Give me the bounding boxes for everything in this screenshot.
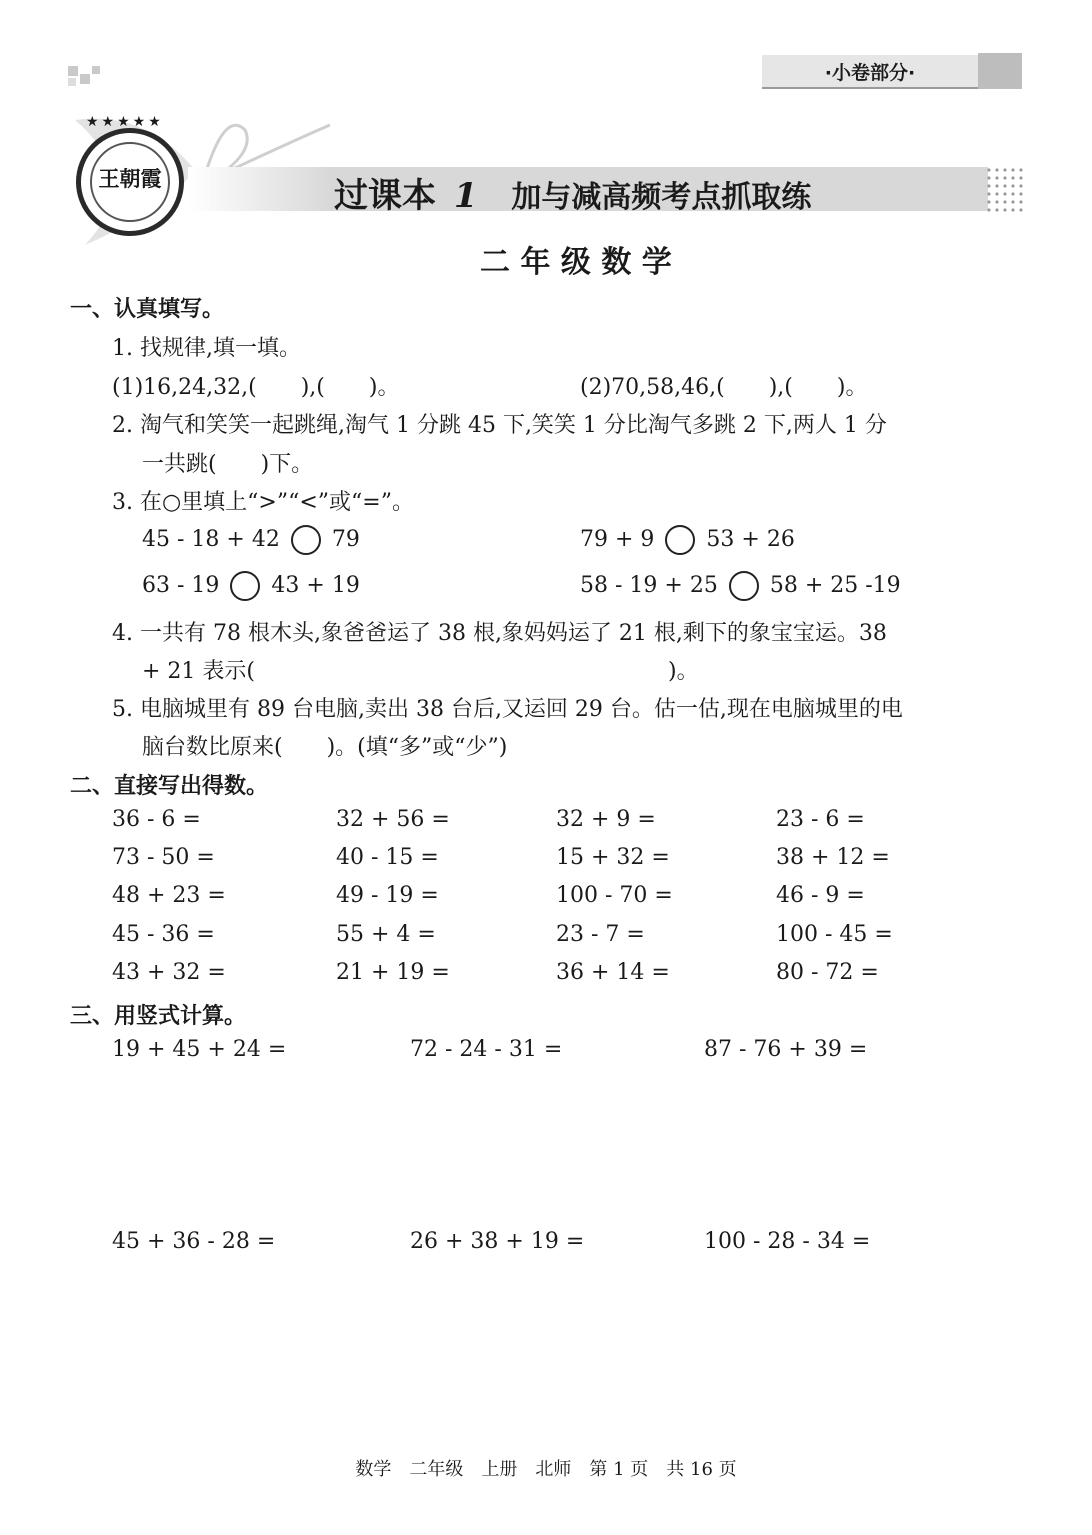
mental-math-item: 23 - 7 =	[556, 922, 645, 947]
compare-circle[interactable]	[291, 525, 321, 555]
page-title	[334, 168, 811, 217]
vertical-calc-item: 87 - 76 + 39 =	[704, 1037, 868, 1062]
mental-math-item: 100 - 45 =	[776, 922, 893, 947]
title-number: 1	[453, 176, 478, 216]
mental-math-item: 48 + 23 =	[112, 883, 226, 908]
mental-math-item: 36 + 14 =	[556, 960, 670, 985]
mental-math-item: 32 + 9 =	[556, 807, 656, 832]
corner-square-3	[92, 66, 100, 74]
vertical-calc-item: 19 + 45 + 24 =	[112, 1037, 287, 1062]
q2-line-2: 一共跳( )下。	[142, 452, 314, 477]
logo-stars: ★★★★★	[86, 114, 164, 130]
mental-math-item: 100 - 70 =	[556, 883, 673, 908]
q3-item-4	[580, 571, 901, 601]
q2-line-1: 2. 淘气和笑笑一起跳绳,淘气 1 分跳 45 下,笑笑 1 分比淘气多跳 2 下,两人 1 分	[112, 413, 887, 438]
corner-square-4	[68, 78, 76, 86]
mental-math-row	[0, 807, 1092, 837]
corner-square-1	[68, 66, 78, 76]
vertical-calc-item: 26 + 38 + 19 =	[410, 1229, 585, 1254]
compare-circle[interactable]	[230, 571, 260, 601]
q3-item-2	[580, 525, 795, 555]
q5-line-1: 5. 电脑城里有 89 台电脑,卖出 38 台后,又运回 29 台。估一估,现在电脑城里的电	[112, 697, 903, 722]
brand-name: 王朝霞	[98, 166, 162, 191]
vertical-calc-row	[0, 1037, 1092, 1067]
q1-part-b: (2)70,58,46,( ),( )。	[580, 375, 868, 400]
q3-item-1-right: 79	[331, 527, 360, 552]
section-1-heading: 一、认真填写。	[70, 297, 225, 322]
q3-item-3-right: 43 + 19	[271, 573, 360, 598]
q3-item-2-left: 79 + 9	[580, 527, 655, 552]
mental-math-item: 46 - 9 =	[776, 883, 865, 908]
mental-math-item: 43 + 32 =	[112, 960, 226, 985]
q3-item-2-right: 53 + 26	[706, 527, 795, 552]
vertical-calc-item: 100 - 28 - 34 =	[704, 1229, 871, 1254]
section-2-heading: 二、直接写出得数。	[70, 774, 269, 799]
mental-math-item: 36 - 6 =	[112, 807, 201, 832]
mental-math-item: 45 - 36 =	[112, 922, 215, 947]
q1-part-a: (1)16,24,32,( ),( )。	[112, 375, 400, 400]
q3-item-4-right: 58 + 25 -19	[769, 573, 901, 598]
mental-math-item: 38 + 12 =	[776, 845, 890, 870]
mental-math-row	[0, 883, 1092, 913]
mental-math-item: 49 - 19 =	[336, 883, 439, 908]
title-main: 加与减高频考点抓取练	[511, 180, 812, 215]
page-subtitle: 二 年 级 数 学	[480, 245, 672, 280]
mental-math-item: 73 - 50 =	[112, 845, 215, 870]
mental-math-item: 40 - 15 =	[336, 845, 439, 870]
compare-circle[interactable]	[729, 571, 759, 601]
page-footer: 数学 二年级 上册 北师 第 1 页 共 16 页	[355, 1459, 737, 1480]
q3-item-3-left: 63 - 19	[142, 573, 220, 598]
q3-item-3	[142, 571, 360, 601]
q3-stem: 3. 在○里填上“>”“<”或“=”。	[112, 490, 414, 515]
mental-math-item: 32 + 56 =	[336, 807, 450, 832]
vertical-calc-item: 72 - 24 - 31 =	[410, 1037, 563, 1062]
vertical-calc-item: 45 + 36 - 28 =	[112, 1229, 276, 1254]
title-dots	[985, 166, 1025, 212]
q1-stem: 1. 找规律,填一填。	[112, 336, 301, 361]
q5-line-2: 脑台数比原来( )。(填“多”或“少”)	[142, 735, 508, 760]
title-prefix: 过课本	[334, 176, 436, 216]
q3-item-1	[142, 525, 360, 555]
corner-square-2	[80, 74, 90, 84]
section-tag-box	[762, 55, 978, 89]
q4-line-1: 4. 一共有 78 根木头,象爸爸运了 38 根,象妈妈运了 21 根,剩下的象宝宝运。38	[112, 621, 887, 646]
q3-item-1-left: 45 - 18 + 42	[142, 527, 280, 552]
mental-math-item: 15 + 32 =	[556, 845, 670, 870]
q4-line-2-end: )。	[668, 659, 699, 684]
mental-math-row	[0, 960, 1092, 990]
mental-math-row	[0, 922, 1092, 952]
mental-math-item: 55 + 4 =	[336, 922, 436, 947]
section-3-heading: 三、用竖式计算。	[70, 1004, 247, 1029]
brand-logo	[76, 128, 184, 236]
q4-line-2-start: + 21 表示(	[142, 659, 255, 684]
q3-item-4-left: 58 - 19 + 25	[580, 573, 718, 598]
mental-math-item: 80 - 72 =	[776, 960, 879, 985]
mental-math-item: 23 - 6 =	[776, 807, 865, 832]
compare-circle[interactable]	[665, 525, 695, 555]
vertical-calc-row	[0, 1229, 1092, 1259]
section-tag-accent	[978, 53, 1022, 89]
mental-math-row	[0, 845, 1092, 875]
section-tag: ·小卷部分·	[824, 62, 916, 84]
mental-math-item: 21 + 19 =	[336, 960, 450, 985]
